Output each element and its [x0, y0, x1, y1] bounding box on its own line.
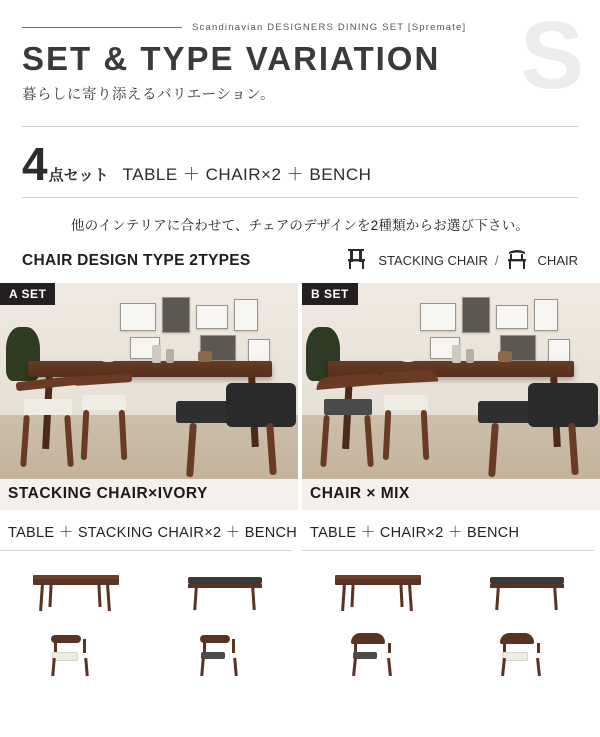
thumb-table-a — [0, 553, 149, 621]
thumbnail-row — [0, 553, 600, 689]
option-separator: / — [494, 253, 499, 268]
eyebrow-text: Scandinavian DESIGNERS DINING SET [Spremate] — [192, 22, 467, 33]
thumb-stacking-chair-grey — [149, 621, 298, 689]
wall-frame — [162, 297, 190, 333]
tableware — [152, 345, 161, 363]
wall-frame — [196, 305, 228, 329]
thumbnails-set-a — [0, 553, 298, 689]
chair-icon — [506, 248, 532, 273]
page-title: SET & TYPE VARIATION — [22, 40, 441, 77]
stacking-chair-icon — [346, 248, 372, 273]
thumb-chair-ivory — [451, 621, 600, 689]
chair-seat-grey — [324, 399, 372, 415]
set-photo-b — [302, 283, 600, 510]
tableware — [400, 353, 416, 362]
set-unit: 点セット — [48, 167, 109, 184]
tableware — [100, 353, 116, 362]
set-combo-a: TABLE ＋ STACKING CHAIR×2 ＋ BENCH — [8, 525, 298, 541]
option-chair-label: CHAIR — [537, 253, 578, 268]
wall-frame — [534, 299, 558, 331]
set-photo-row — [0, 283, 600, 551]
set-tag-a: A SET — [0, 283, 55, 305]
tableware — [198, 351, 212, 362]
tableware — [466, 349, 474, 363]
wall-frame — [120, 303, 156, 331]
tableware — [166, 349, 174, 363]
set-items: TABLE ＋ CHAIR×2 ＋ BENCH — [122, 165, 372, 184]
wall-frame — [420, 303, 456, 331]
set-photo-a — [0, 283, 298, 510]
chair-type-options — [346, 248, 578, 273]
eyebrow-rule — [22, 27, 182, 28]
tableware — [452, 345, 461, 363]
thumb-chair-grey — [302, 621, 451, 689]
set-caption-b: CHAIR × MIX — [302, 479, 600, 510]
throw-blanket — [226, 383, 296, 427]
set-caption-a: STACKING CHAIR×IVORY — [0, 479, 298, 510]
chair-seat-ivory — [82, 395, 126, 410]
chair-type-bar — [0, 234, 600, 273]
chair-type-heading: CHAIR DESIGN TYPE 2TYPES — [22, 251, 251, 269]
thumb-table-b — [302, 553, 451, 621]
thumb-bench-b — [451, 553, 600, 621]
set-tag-b: B SET — [302, 283, 358, 305]
throw-blanket — [528, 383, 598, 427]
set-combo-b: TABLE ＋ CHAIR×2 ＋ BENCH — [310, 525, 520, 541]
set-card-b — [302, 283, 600, 551]
page-header — [0, 0, 600, 108]
tableware — [498, 351, 512, 362]
wall-frame — [462, 297, 490, 333]
wall-frame — [496, 305, 528, 329]
divider-combo-b — [302, 550, 594, 551]
divider-combo-a — [0, 550, 292, 551]
bottom-spacer — [0, 689, 600, 729]
set-summary — [0, 127, 600, 190]
lead-text: 他のインテリアに合わせて、チェアのデザインを2種類からお選び下さい。 — [70, 218, 530, 233]
option-stacking-chair-label: STACKING CHAIR — [378, 253, 488, 268]
watermark-letter: S — [519, 2, 582, 109]
set-card-a — [0, 283, 298, 551]
set-number: 4 — [22, 138, 47, 190]
dining-table — [28, 361, 272, 377]
wall-frame — [234, 299, 258, 331]
thumbnails-set-b — [302, 553, 600, 689]
chair-seat-ivory — [384, 395, 428, 410]
thumb-bench-a — [149, 553, 298, 621]
chair-seat-ivory — [24, 399, 72, 415]
eyebrow-row — [0, 22, 600, 33]
thumb-stacking-chair-ivory — [0, 621, 149, 689]
page-subtitle: 暮らしに寄り添えるバリエーション。 — [22, 87, 275, 103]
